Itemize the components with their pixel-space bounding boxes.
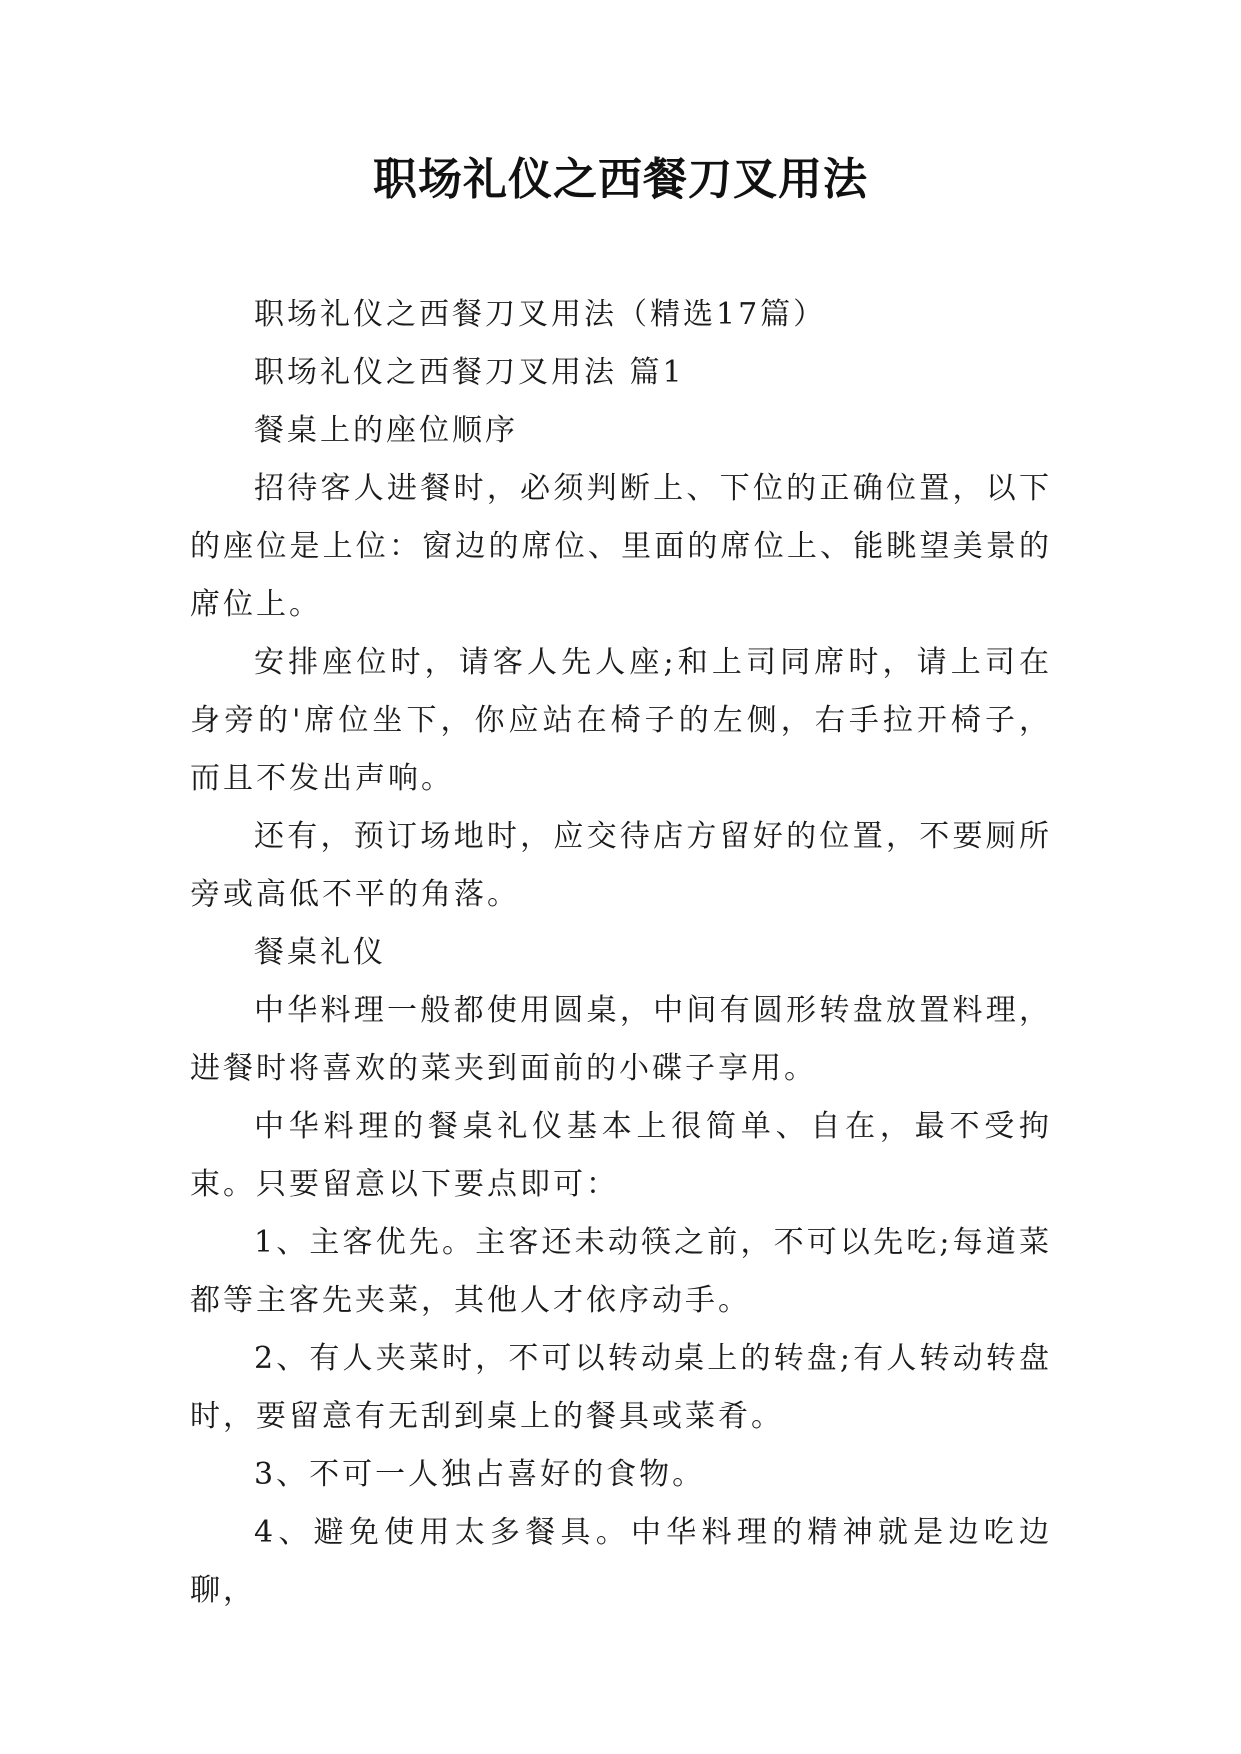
list-item: 4、避免使用太多餐具。中华料理的精神就是边吃边聊， <box>190 1515 1052 1608</box>
paragraph: 中华料理的餐桌礼仪基本上很简单、自在，最不受拘束。只要留意以下要点即可： <box>190 1109 1052 1202</box>
paragraph: 还有，预订场地时，应交待店方留好的位置，不要厕所旁或高低不平的角落。 <box>190 819 1052 912</box>
paragraph: 中华料理一般都使用圆桌，中间有圆形转盘放置料理，进餐时将喜欢的菜夹到面前的小碟子享用。 <box>190 993 1052 1086</box>
paragraph-section-heading: 职场礼仪之西餐刀叉用法 篇1 <box>254 355 685 390</box>
list-item: 2、有人夹菜时，不可以转动桌上的转盘;有人转动转盘时，要留意有无刮到桌上的餐具或菜肴。 <box>190 1341 1052 1434</box>
list-item: 3、不可一人独占喜好的食物。 <box>254 1457 706 1492</box>
document-title: 职场礼仪之西餐刀叉用法 <box>373 154 868 205</box>
paragraph: 招待客人进餐时，必须判断上、下位的正确位置，以下的座位是上位：窗边的席位、里面的席位上、能眺望美景的席位上。 <box>190 471 1052 622</box>
paragraph-heading-seating: 餐桌上的座位顺序 <box>254 413 518 448</box>
paragraph-heading-etiquette: 餐桌礼仪 <box>254 935 386 970</box>
list-item: 1、主客优先。主客还未动筷之前，不可以先吃;每道菜都等主客先夹菜，其他人才依序动手。 <box>190 1225 1052 1318</box>
paragraph: 安排座位时，请客人先人座;和上司同席时，请上司在身旁的'席位坐下，你应站在椅子的左侧，右手拉开椅子，而且不发出声响。 <box>190 645 1052 796</box>
document-body <box>190 286 1052 1620</box>
paragraph-subtitle: 职场礼仪之西餐刀叉用法（精选17篇） <box>254 297 827 332</box>
